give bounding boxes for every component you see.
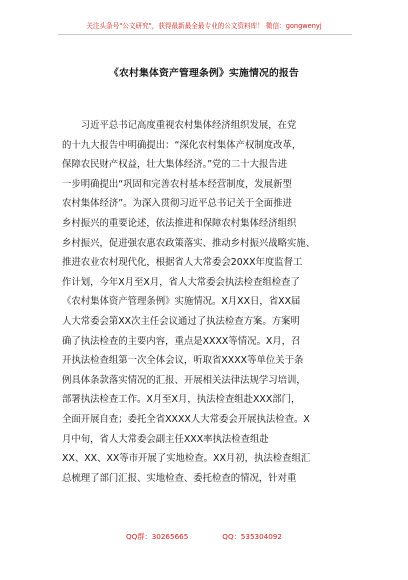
body-line: 推进农业农村现代化，根据省人大常委会20XX年度监督工 — [62, 257, 303, 269]
header-divider — [58, 34, 352, 35]
body-line: 部署执法检查工作。X月至X月，执法检查组赴XXX部门， — [62, 394, 301, 406]
body-line: 习近平总书记高度重视农村集体经济组织发展，在党 — [62, 120, 297, 131]
body-line: 开执法检查组第一次全体会议，听取省XXXX等单位关于条 — [62, 355, 304, 367]
body-line: 保障农民财产权益，壮大集体经济。”党的二十大报告进 — [62, 159, 288, 171]
body-line: 月中旬，省人大常委会副主任XXX率执法检查组赴 — [62, 433, 269, 445]
footer-contact — [0, 532, 408, 542]
body-line: 作计划，今年X月至X月，省人大常委会执法检查组检查了 — [62, 276, 300, 288]
document-title: 《农村集体资产管理条例》实施情况的报告 — [109, 68, 299, 79]
body-line: 的十九大报告中明确提出：“深化农村集体产权制度改革， — [62, 139, 302, 151]
body-line: 全面开展自查；委托全省XXXX人大常委会开展执法检查。X — [62, 413, 310, 425]
header-note: 关注头条号"公文研究"，获得最新最全最专业的公文资料库！ 微信：gongwenyj — [86, 22, 322, 30]
document-body — [62, 116, 352, 488]
body-line: 一步明确提出“巩固和完善农村基本经营制度，发展新型 — [62, 178, 292, 190]
body-line: 例具体条款落实情况的汇报、开展相关法律法规学习培训， — [62, 374, 306, 386]
body-line: 确了执法检查的主要内容，重点是XXXX等情况。X月，召 — [62, 335, 301, 347]
body-line: 总梳理了部门汇报、实地检查、委托检查的情况，针对重 — [62, 472, 297, 484]
footer-qq-contact: QQ：535304092 — [222, 532, 282, 541]
body-line: 《农村集体资产管理条例》实施情况。X月XX日，省XX届 — [62, 296, 301, 308]
body-line: 乡村振兴的重要论述，依法推进和保障农村集体经济组织 — [62, 217, 297, 229]
body-line: 人大常委会第XX次主任会议通过了执法检查方案。方案明 — [62, 315, 300, 327]
body-line: 乡村振兴，促进强农惠农政策落实、推动乡村振兴战略实施、 — [62, 237, 316, 249]
body-line: 农村集体经济”。为深入贯彻习近平总书记关于全面推进 — [62, 198, 292, 210]
body-line: XX、XX、XX等市开展了实地检查。XX月初，执法检查组汇 — [62, 453, 311, 465]
footer-qq-group: QQ群：30265665 — [126, 532, 189, 541]
